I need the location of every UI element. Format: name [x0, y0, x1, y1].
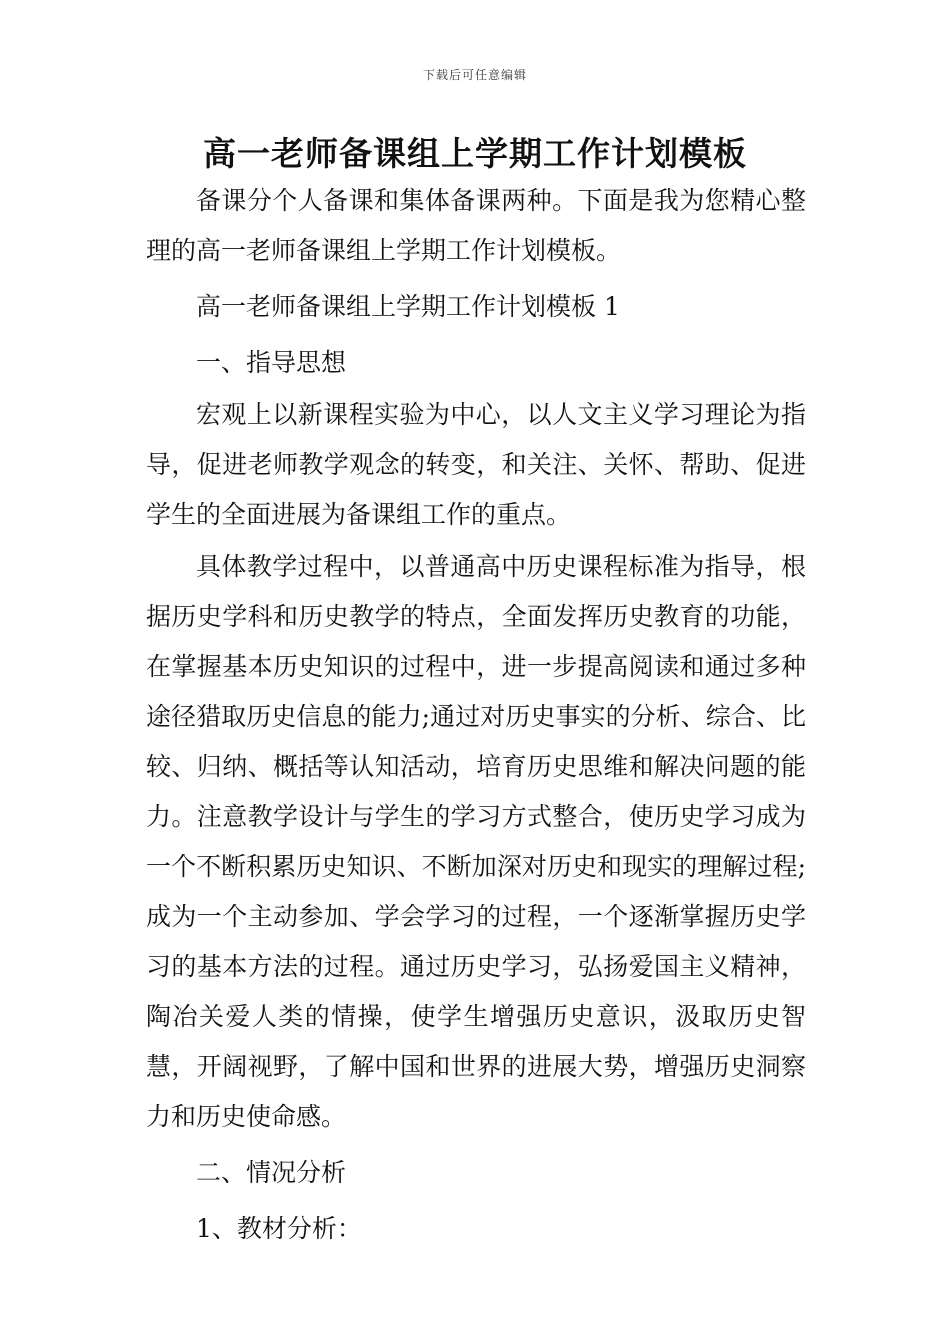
- header-note: 下载后可任意编辑: [422, 68, 527, 82]
- document-body: [146, 176, 806, 1254]
- section-1-heading: 一、指导思想: [196, 348, 347, 377]
- section-1-paragraph-1: 宏观上以新课程实验为中心，以人文主义学习理论为指导，促进老师教学观念的转变，和关注、关怀、帮助、促进学生的全面进展为备课组工作的重点。: [146, 400, 806, 529]
- document-title: 高一老师备课组上学期工作计划模板: [203, 134, 747, 173]
- intro-paragraph: 备课分个人备课和集体备课两种。下面是我为您精心整理的高一老师备课组上学期工作计划模板。: [146, 186, 806, 265]
- subtitle: 高一老师备课组上学期工作计划模板 1: [196, 292, 620, 321]
- section-2-heading: 二、情况分析: [196, 1158, 347, 1187]
- section-2-subheading-1: 1、教材分析：: [196, 1214, 362, 1243]
- section-1-paragraph-2: 具体教学过程中，以普通高中历史课程标准为指导，根据历史学科和历史教学的特点，全面发挥历史教育的功能，在掌握基本历史知识的过程中，进一步提高阅读和通过多种途径猎取历史信息的能力;通过对历史事实的分析、综合、比较、归纳、概括等认知活动，培育历史思维和解决问题的能力。注意教学设计与学生的学习方式整合，使历史学习成为一个不断积累历史知识、不断加深对历史和现实的理解过程;成为一个主动参加、学会学习的过程，一个逐渐掌握历史学习的基本方法的过程。通过历史学习，弘扬爱国主义精神，陶冶关爱人类的情操，使学生增强历史意识，汲取历史智慧，开阔视野，了解中国和世界的进展大势，增强历史洞察力和历史使命感。: [146, 552, 806, 1131]
